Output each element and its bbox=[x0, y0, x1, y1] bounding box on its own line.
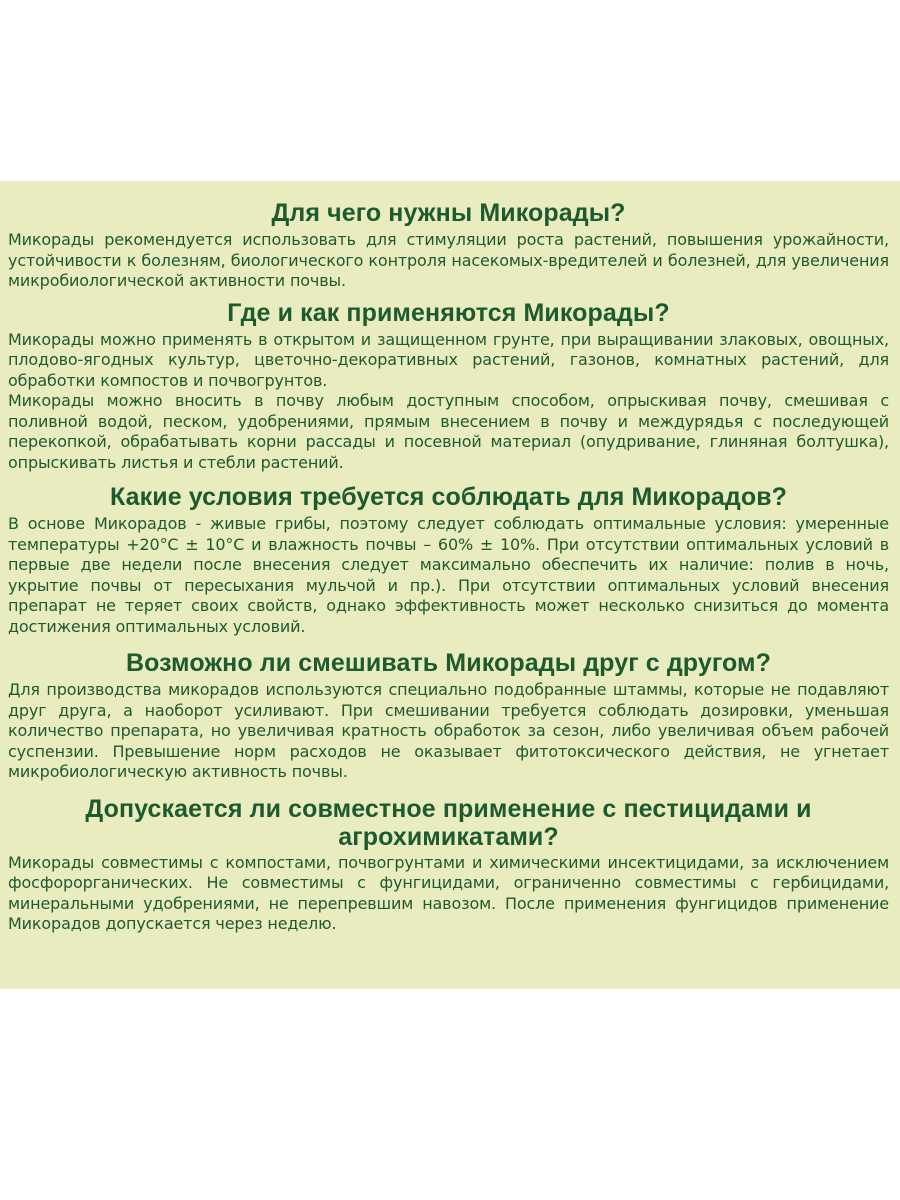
section-paragraph: Для производства микорадов используются специально подобранные штаммы, которые не подавляют друг друга, а наоборот усиливают. При смешивании требуется соблюдать дозировки, уменьшая количество препарата, но увеличивая кратность обработок за сезон, либо увеличивая объем рабочей суспензии. Превышение норм расходов не оказывает фитотоксического действия, не угнетает микробиологическую активность почвы. bbox=[8, 680, 889, 781]
section-paragraph: Микорады совместимы с компостами, почвогрунтами и химическими инсектицидами, за исключением фосфорорганических. Не совместимы с фунгицидами, ограниченно совместимы с гербицидами, минеральными удобрениями, не перепревшим навозом. После применения фунгицидов применение Микорадов допускается через неделю. bbox=[8, 852, 889, 933]
section-application bbox=[8, 299, 889, 474]
section-paragraph: В основе Микорадов - живые грибы, поэтому следует соблюдать оптимальные условия: умеренные температуры +20°С ± 10°С и влажность почвы – 60% ± 10%. При отсутствии оптимальных условий в первые две недели после внесения следует максимально обеспечить их наличие: полив в ночь, укрытие почвы от пересыхания мульчой и пр.). При отсутствии оптимальных условий внесения препарат не теряет своих свойств, однако эффективность может несколько снизиться до момента достижения оптимальных условий. bbox=[8, 514, 889, 636]
section-paragraph: Микорады можно применять в открытом и защищенном грунте, при выращивании злаковых, овощных, плодово-ягодных культур, цветочно-декоративных растений, газонов, комнатных растений, для обработки компостов и почвогрунтов. bbox=[8, 329, 889, 390]
info-panel bbox=[0, 181, 900, 989]
section-heading: Для чего нужны Микорады? bbox=[271, 199, 626, 227]
section-heading: Какие условия требуется соблюдать для Микорадов? bbox=[109, 483, 788, 511]
section-compatibility bbox=[8, 795, 889, 935]
section-heading: Где и как применяются Микорады? bbox=[227, 298, 670, 327]
section-mixing bbox=[8, 649, 889, 783]
section-paragraph: Микорады можно вносить в почву любым доступным способом, опрыскивая почву, смешивая с поливной водой, песком, удобрениями, прямым внесением в почву и междурядья с последующей перекопкой, обрабатывать корни рассады и посевной материал (опудривание, глиняная болтушка), опрыскивать листья и стебли растений. bbox=[8, 391, 889, 472]
section-paragraph: Микорады рекомендуется использовать для стимуляции роста растений, повышения урожайности, устойчивости к болезням, биологического контроля насекомых-вредителей и болезней, для увеличения микробиологической активности почвы. bbox=[8, 230, 889, 290]
section-conditions bbox=[8, 483, 889, 637]
section-heading: Допускается ли совместное применение с пестицидами и агрохимикатами? bbox=[85, 794, 812, 851]
section-heading: Возможно ли смешивать Микорады друг с другом? bbox=[125, 649, 772, 677]
section-purpose bbox=[8, 199, 889, 292]
